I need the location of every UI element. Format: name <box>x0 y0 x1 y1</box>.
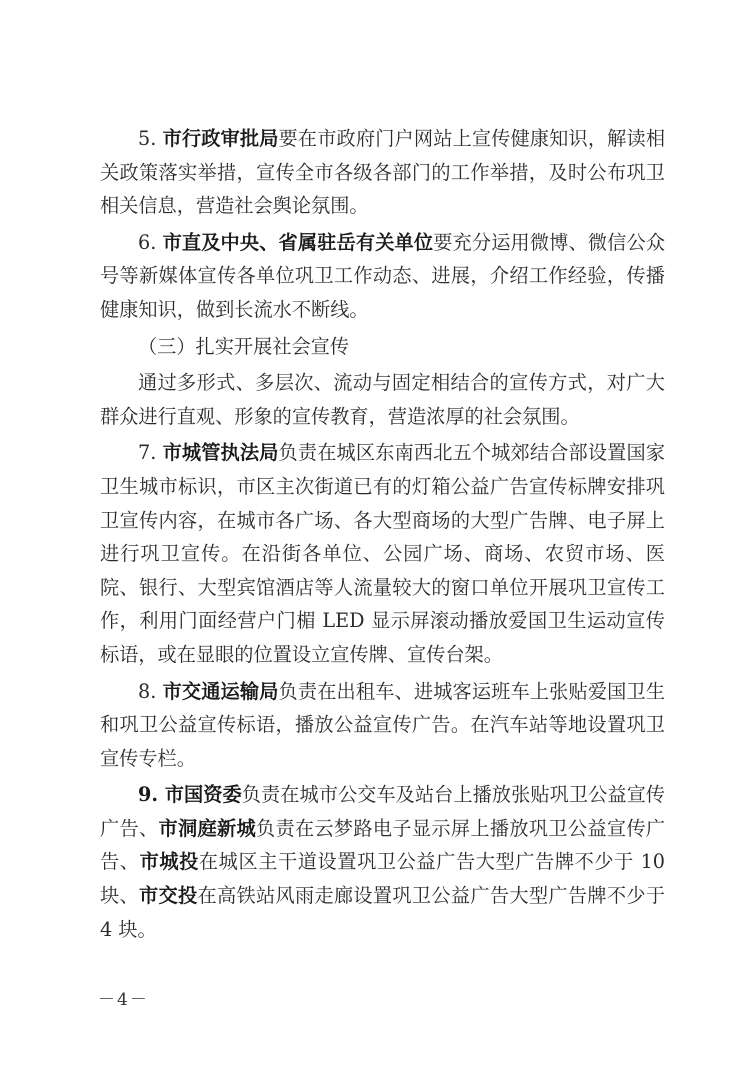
paragraph-text: 在高铁站风雨走廊设置巩卫公益广告大型广告牌不少于 4 块。 <box>100 884 666 941</box>
bold-agency-name: 市洞庭新城 <box>158 816 256 840</box>
item-number: 5. <box>138 127 163 150</box>
item-number: 8. <box>138 679 163 703</box>
bold-agency-name: 市行政审批局 <box>162 127 279 150</box>
paragraph-text: 要在市政府门户网站上宣传健康知识，解读相关政策落实举措，宣传全市各级各部门的工作举措，及时公布巩卫相关信息，营造社会舆论氛围。 <box>100 127 666 218</box>
page-number: －4－ <box>98 990 149 1010</box>
paragraph-text: 负责在出租车、进城客运班车上张贴爱国卫生和巩卫公益宣传标语，播放公益宣传广告。在汽车站等地设置巩卫宣传专栏。 <box>100 679 666 770</box>
document-body <box>100 122 665 949</box>
paragraph-item-5 <box>100 122 665 223</box>
section-heading <box>100 330 665 364</box>
paragraph-text: 负责在城区东南西北五个城郊结合部设置国家卫生城市标识，市区主次街道已有的灯箱公益广告宣传标牌安排巩卫宣传内容，在城市各广场、各大型商场的大型广告牌、电子屏上进行巩卫宣传。在沿街各单位、公园广场、商场、农贸市场、医院、银行、大型宾馆酒店等人流量较大的窗口单位开展巩卫宣传工作，利用门面经营户门楣 LED 显示屏滚动播放爱国卫生运动宣传标语，或在显眼的位置设立宣传牌、宣传台架。 <box>100 441 666 666</box>
paragraph-item-9 <box>100 778 665 946</box>
paragraph-text: 在城区主干道设置巩卫公益广告大型广告牌不少于 10 块、 <box>100 850 666 908</box>
item-number: 7. <box>138 441 163 465</box>
paragraph-text: 负责在云梦路电子显示屏上播放巩卫公益宣传广告、 <box>100 816 666 874</box>
bold-agency-name: 市城管执法局 <box>162 441 279 465</box>
paragraph-item-7 <box>100 436 665 671</box>
paragraph-item-8 <box>100 675 665 776</box>
bold-agency-name: 市交投 <box>139 884 198 908</box>
paragraph-text: 通过多形式、多层次、流动与固定相结合的宣传方式，对广大群众进行直观、形象的宣传教育，营造浓厚的社会氛围。 <box>100 371 665 428</box>
bold-agency-name: 市交通运输局 <box>162 679 279 703</box>
paragraph-item-6 <box>100 226 665 327</box>
bold-agency-name: 9. 市国资委 <box>138 783 242 807</box>
bold-agency-name: 市城投 <box>139 850 199 874</box>
bold-agency-name: 市直及中央、省属驻岳有关单位 <box>162 230 434 254</box>
paragraph-text: 要充分运用微博、微信公众号等新媒体宣传各单位巩卫工作动态、进展，介绍工作经验，传播健康知识，做到长流水不断线。 <box>100 230 666 321</box>
paragraph-text: 负责在城市公交车及站台上播放张贴巩卫公益宣传广告、 <box>100 783 665 840</box>
section-heading-text: （三）扎实开展社会宣传 <box>138 334 350 358</box>
item-number: 6. <box>138 230 163 254</box>
section-intro <box>100 366 665 433</box>
